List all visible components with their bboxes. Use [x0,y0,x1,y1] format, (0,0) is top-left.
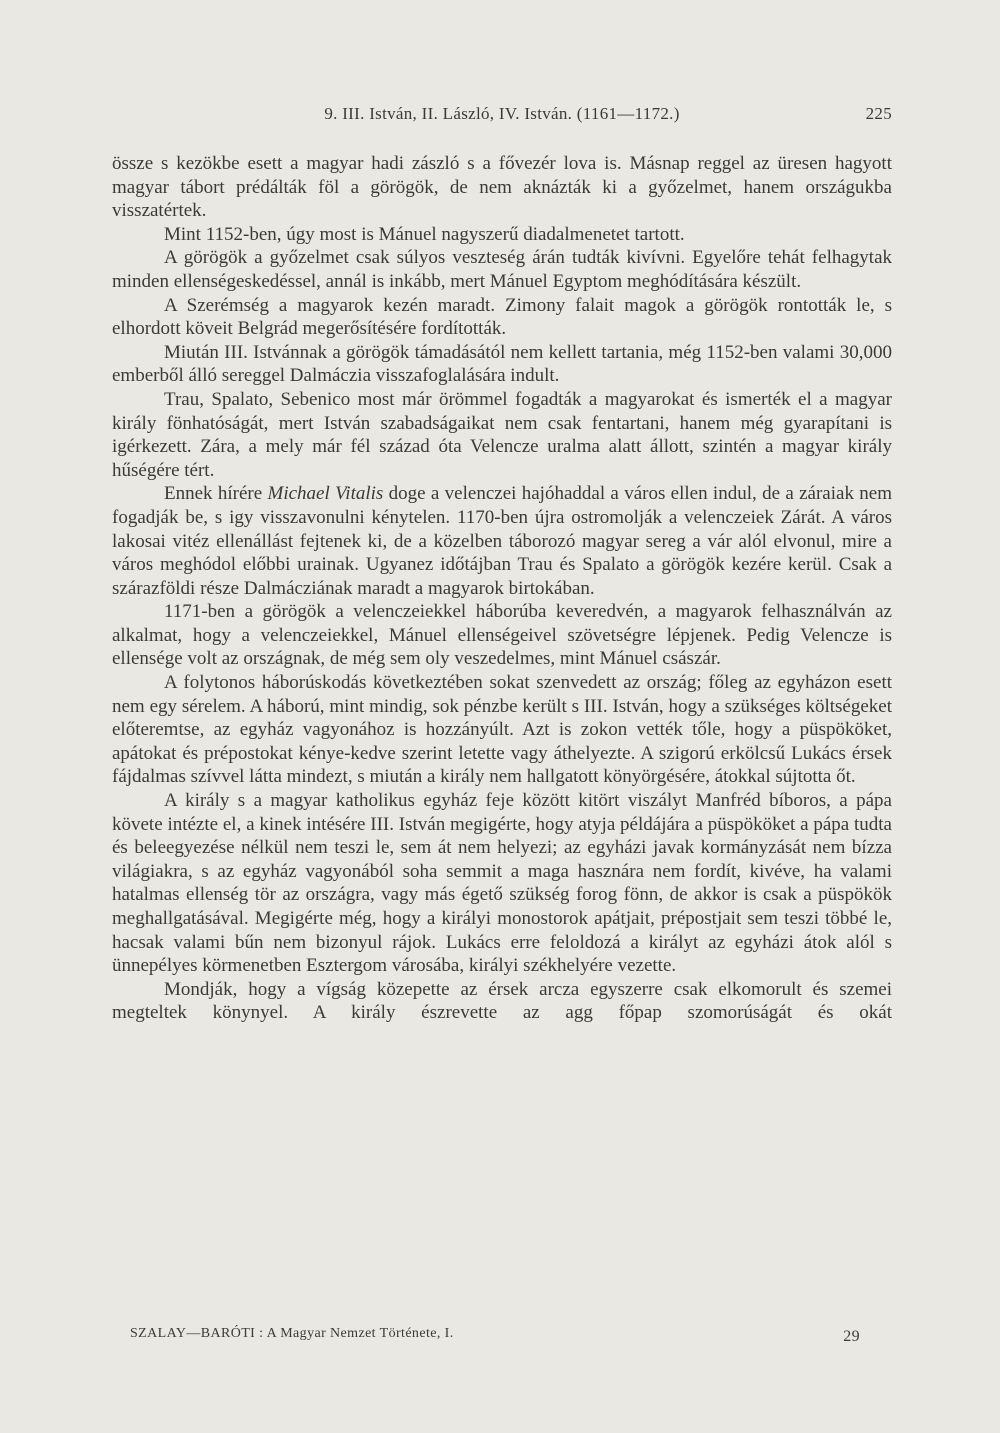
paragraph: Mondják, hogy a vígság közepette az érsek arcza egyszerre csak elkomorult és szemei megteltek könynyel. A király észrevette az agg főpap szomorúságát és okát [112,978,892,1024]
body-text [112,152,892,1025]
paragraph: A görögök a győzelmet csak súlyos veszteség árán tudták kivívni. Egyelőre tehát felhagytak minden ellenségeskedéssel, annál is inkább, mert Mánuel Egyptom meghódítására készült. [112,247,892,292]
paragraph: A Szerémség a magyarok kezén maradt. Zimony falait magok a görögök rontották le, s elhordott köveit Belgrád megerősítésére fordították. [112,294,892,340]
paragraph: 1171-ben a görögök a velenczeiekkel háborúba keveredvén, a magyarok felhasználván az alkalmat, hogy a velenczeiekkel, Mánuel ellenségeivel szövetségre lépjenek. Pedig Velencze is ellensége volt az országnak, de még sem oly veszedelmes, mint Mánuel császár. [112,601,892,670]
paragraph-continued: össze s kezökbe esett a magyar hadi zászló s a fővezér lova is. Másnap reggel az üresen hagyott magyar tábort prédálták föl a görögök, de nem aknázták ki a győzelmet, hanem országukba visszatértek. [112,153,892,222]
paragraph: Trau, Spalato, Sebenico most már örömmel fogadták a magyarokat és ismerték el a magyar király fönhatóságát, mert István szabadságaikat nem csak fentartani, hanem még gyarapítani is igérkezett. Zára, a mely már fél század óta Velencze uralma alatt állott, szintén a magyar király hűségére tért. [112,388,892,481]
running-title: 9. III. István, II. László, IV. István. (1161—1172.) [324,104,680,123]
person-name-italic: Michael Vitalis [267,483,384,505]
sheet-number: 29 [843,1328,860,1345]
page-number: 225 [865,104,892,123]
running-head [112,104,892,128]
paragraph: A folytonos háborúskodás következtében sokat szenvedett az ország; főleg az egyházon esett nem egy sérelem. A háború, mint mindig, sok pénzbe került s III. István, hogy a szükséges költségeket előteremtse, az egyház vagyonához is hozzányúlt. Azt is zokon vették tőle, hogy a püspököket, apátokat és prépostokat kénye-kedve szerint letette vagy áthelyezte. A szigorú erkölcsű Lukács érsek fájdalmas szívvel látta mindezt, s miután a király nem hallgatott könyörgésére, átokkal sújtotta őt. [112,672,892,788]
paragraph: A király s a magyar katholikus egyház feje között kitört viszályt Manfréd bíboros, a pápa követe intézte el, a kinek intésére III. István megigérte, hogy atyja példájára a püspököket a pápa tudta és beleegyezése nélkül nem teszi le, sem át nem helyezi; az egyházi javak kormányzását nem bízza világiakra, s az egyház vagyonából soha semmit a maga hasznára nem fordít, kivéve, ha valami hatalmas ellenség tör az országra, vagy más égető szükség forog fönn, de akkor is csak a püspökök meghallgatásával. Megigérte még, hogy a királyi monostorok apátjait, prépostjait sem teszi többé le, hacsak valami bűn nem bizonyul rájok. Lukács erre feloldozá a királyt az egyházi átok alól s ünnepélyes körmenetben Esztergom városába, királyi székhelyére vezette. [112,790,892,977]
printer-signature: SZALAY—BARÓTI : A Magyar Nemzet Története, I. [130,1326,454,1341]
paragraph: Miután III. Istvánnak a görögök támadásától nem kellett tartania, még 1152-ben valami 30,000 emberből álló sereggel Dalmáczia visszafoglalására indult. [112,341,892,387]
paragraph-text: doge a velenczei hajóhaddal a város ellen indul, de a záraiak nem fogadják be, s igy visszavonulni kénytelen. 1170-ben újra ostromolják a velenczeiek Zárát. A város lakosai vitéz ellenállást fejtenek ki, de a közelben táborozó magyar sereg a vár alól elvonul, mire a város meghódol előbbi urainak. Ugyanez időtájban Trau és Spalato a görögök kezére kerül. Csak a szárazföldi része Dalmácziának maradt a magyarok birtokában. [112,483,892,599]
paragraph [112,482,892,600]
paragraph: Mint 1152-ben, úgy most is Mánuel nagyszerű diadalmenetet tartott. [164,223,685,245]
paragraph-text: Ennek hírére [164,483,268,505]
footer [130,1324,860,1348]
